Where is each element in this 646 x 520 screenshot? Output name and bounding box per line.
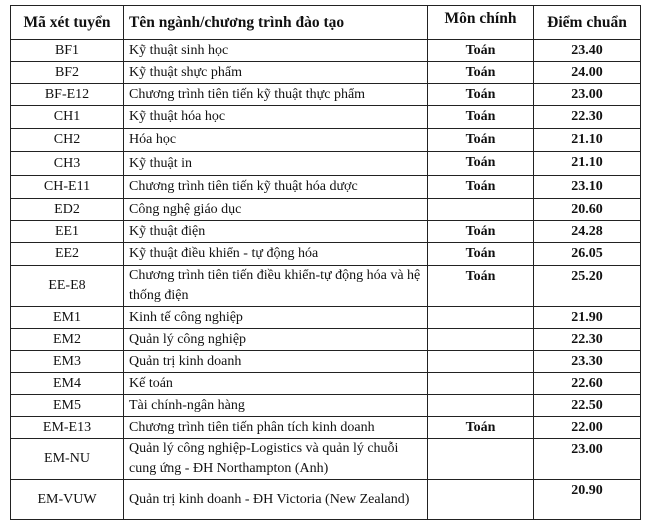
program-name: Chương trình tiên tiến điều khiển-tự động hóa và hệ thống điện <box>124 266 428 307</box>
program-code: EM3 <box>11 351 124 373</box>
cutoff-score: 20.60 <box>534 199 641 221</box>
cutoff-score: 22.30 <box>534 329 641 351</box>
table-row <box>11 351 641 373</box>
program-name: Hóa học <box>124 129 428 152</box>
program-name: Kỹ thuật hóa học <box>124 106 428 129</box>
program-name: Quản trị kinh doanh - ĐH Victoria (New Zealand) <box>124 480 428 520</box>
table-row <box>11 373 641 395</box>
main-subject <box>428 351 534 373</box>
program-name: Quản lý công nghiệp-Logistics và quản lý chuỗi cung ứng - ĐH Northampton (Anh) <box>124 439 428 480</box>
main-subject: Toán <box>428 40 534 62</box>
table-row <box>11 221 641 243</box>
program-name: Kinh tế công nghiệp <box>124 307 428 329</box>
program-code: EE1 <box>11 221 124 243</box>
header-name: Tên ngành/chương trình đào tạo <box>124 6 428 40</box>
main-subject <box>428 395 534 417</box>
program-name: Chương trình tiên tiến kỹ thuật hóa dược <box>124 176 428 199</box>
main-subject: Toán <box>428 266 534 307</box>
header-row <box>11 6 641 40</box>
cutoff-score: 22.60 <box>534 373 641 395</box>
program-code: EM-E13 <box>11 417 124 439</box>
main-subject: Toán <box>428 221 534 243</box>
table-row <box>11 152 641 176</box>
program-code: EM5 <box>11 395 124 417</box>
program-name: Quản lý công nghiệp <box>124 329 428 351</box>
program-code: EE-E8 <box>11 266 124 307</box>
cutoff-score: 21.90 <box>534 307 641 329</box>
main-subject: Toán <box>428 129 534 152</box>
table-row <box>11 199 641 221</box>
program-code: ED2 <box>11 199 124 221</box>
main-subject: Toán <box>428 176 534 199</box>
main-subject: Toán <box>428 106 534 129</box>
program-code: BF-E12 <box>11 84 124 106</box>
main-subject <box>428 373 534 395</box>
cutoff-score: 25.20 <box>534 266 641 307</box>
cutoff-score: 22.50 <box>534 395 641 417</box>
program-name: Chương trình tiên tiến kỹ thuật thực phẩm <box>124 84 428 106</box>
cutoff-score: 22.30 <box>534 106 641 129</box>
program-name: Kỹ thuật điều khiển - tự động hóa <box>124 243 428 266</box>
table-row <box>11 84 641 106</box>
table-row <box>11 417 641 439</box>
header-score: Điểm chuẩn <box>534 6 641 40</box>
main-subject <box>428 439 534 480</box>
program-code: EM1 <box>11 307 124 329</box>
header-code: Mã xét tuyển <box>11 6 124 40</box>
program-name: Chương trình tiên tiến phân tích kinh doanh <box>124 417 428 439</box>
program-code: EE2 <box>11 243 124 266</box>
program-name: Công nghệ giáo dục <box>124 199 428 221</box>
table-row <box>11 266 641 307</box>
cutoff-score: 22.00 <box>534 417 641 439</box>
program-code: EM-VUW <box>11 480 124 520</box>
cutoff-score: 23.30 <box>534 351 641 373</box>
cutoff-score: 23.00 <box>534 84 641 106</box>
program-code: EM2 <box>11 329 124 351</box>
table-row <box>11 62 641 84</box>
program-name: Kỹ thuật shực phẩm <box>124 62 428 84</box>
main-subject: Toán <box>428 62 534 84</box>
main-subject: Toán <box>428 243 534 266</box>
program-code: BF2 <box>11 62 124 84</box>
program-code: EM4 <box>11 373 124 395</box>
program-code: CH-E11 <box>11 176 124 199</box>
main-subject: Toán <box>428 417 534 439</box>
cutoff-score: 23.10 <box>534 176 641 199</box>
main-subject <box>428 329 534 351</box>
cutoff-score: 23.00 <box>534 439 641 480</box>
main-subject <box>428 480 534 520</box>
cutoff-score: 24.28 <box>534 221 641 243</box>
table-row <box>11 439 641 480</box>
cutoff-score: 24.00 <box>534 62 641 84</box>
program-code: CH3 <box>11 152 124 176</box>
program-name: Tài chính-ngân hàng <box>124 395 428 417</box>
table-row <box>11 106 641 129</box>
program-code: CH1 <box>11 106 124 129</box>
table-row <box>11 329 641 351</box>
header-subject: Môn chính <box>428 6 534 40</box>
main-subject: Toán <box>428 152 534 176</box>
cutoff-score: 23.40 <box>534 40 641 62</box>
cutoff-score: 21.10 <box>534 129 641 152</box>
program-name: Kỹ thuật điện <box>124 221 428 243</box>
main-subject: Toán <box>428 84 534 106</box>
program-name: Kế toán <box>124 373 428 395</box>
cutoff-score: 21.10 <box>534 152 641 176</box>
program-name: Kỹ thuật sinh học <box>124 40 428 62</box>
main-subject <box>428 307 534 329</box>
program-name: Kỹ thuật in <box>124 152 428 176</box>
table-row <box>11 307 641 329</box>
main-subject <box>428 199 534 221</box>
program-code: EM-NU <box>11 439 124 480</box>
admission-scores-table <box>10 5 641 520</box>
program-code: BF1 <box>11 40 124 62</box>
table-row <box>11 480 641 520</box>
table-row <box>11 176 641 199</box>
table-row <box>11 243 641 266</box>
table-row <box>11 129 641 152</box>
program-name: Quản trị kinh doanh <box>124 351 428 373</box>
table-row <box>11 40 641 62</box>
cutoff-score: 26.05 <box>534 243 641 266</box>
table-row <box>11 395 641 417</box>
program-code: CH2 <box>11 129 124 152</box>
cutoff-score: 20.90 <box>534 480 641 520</box>
